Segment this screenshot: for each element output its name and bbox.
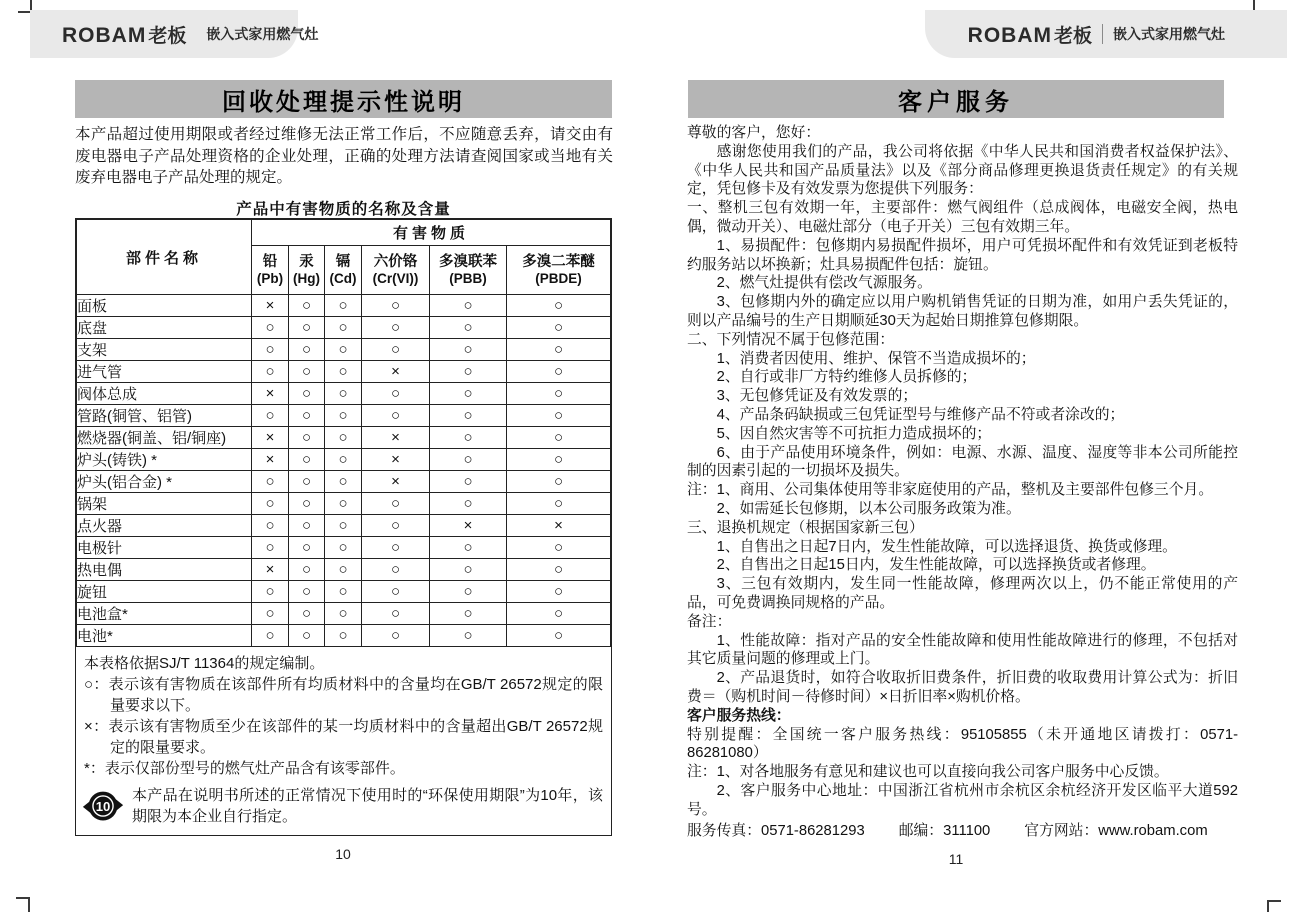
service-paragraph: 1、消费者因使用、维护、保管不当造成损坏的； <box>716 350 1036 367</box>
substance-mark-cell: ○ <box>430 295 507 317</box>
brand-logo-latin: ROBAM <box>62 23 147 47</box>
substance-mark-cell: ○ <box>252 515 289 537</box>
service-paragraph: 注：1、对各地服务有意见和建议也可以直接向我公司客户服务中心反馈。 <box>687 764 1169 781</box>
service-paragraph: 6、由于产品使用环境条件，例如：电源、水源、温度、湿度等非本公司所能控制的因素引起的一切损坏及损失。 <box>687 444 1238 480</box>
substance-mark-cell: ○ <box>362 603 430 625</box>
substance-mark-cell: × <box>252 427 289 449</box>
customer-service-text <box>687 124 1238 841</box>
table-row <box>77 603 611 625</box>
substance-mark-cell: ○ <box>430 625 507 647</box>
hazard-table-container <box>75 218 612 836</box>
substance-mark-cell: ○ <box>430 603 507 625</box>
table-row <box>77 515 611 537</box>
substance-column-header: 多溴联苯 (PBB) <box>430 246 507 295</box>
part-name-cell: 电池盒* <box>77 603 252 625</box>
service-paragraphs <box>687 124 1238 819</box>
substance-mark-cell: ○ <box>430 581 507 603</box>
substance-mark-cell: ○ <box>252 493 289 515</box>
service-paragraph: 客户服务热线： <box>687 707 791 724</box>
substance-mark-cell: ○ <box>362 559 430 581</box>
table-note: 本表格依据SJ/T 11364的规定编制。 <box>84 655 325 672</box>
brand-tagline: 嵌入式家用燃气灶 <box>1113 26 1225 42</box>
substance-column-header: 铅 (Pb) <box>252 246 289 295</box>
service-paragraph: 二、下列情况不属于包修范围： <box>687 331 895 348</box>
substance-mark-cell: ○ <box>289 405 325 427</box>
page-number-left: 10 <box>335 846 351 862</box>
service-paragraph: 1、自售出之日起7日内，发生性能故障，可以选择退货、换货或修理。 <box>716 538 1177 555</box>
substance-mark-cell: ○ <box>289 581 325 603</box>
substance-mark-cell: ○ <box>289 603 325 625</box>
substance-mark-cell: × <box>252 449 289 471</box>
table-row <box>77 295 611 317</box>
substance-column-header: 汞 (Hg) <box>289 246 325 295</box>
substance-mark-cell: ○ <box>289 295 325 317</box>
table-row <box>77 493 611 515</box>
substance-mark-cell: ○ <box>430 339 507 361</box>
crop-mark-bottom-left <box>16 897 30 912</box>
part-name-cell: 支架 <box>77 339 252 361</box>
substance-mark-cell: × <box>252 295 289 317</box>
substance-mark-cell: ○ <box>252 317 289 339</box>
part-name-cell: 管路(铜管、铝管) <box>77 405 252 427</box>
substance-mark-cell: ○ <box>325 581 362 603</box>
substance-mark-cell: ○ <box>325 515 362 537</box>
substance-mark-cell: ○ <box>325 339 362 361</box>
substance-mark-cell: ○ <box>507 581 611 603</box>
substance-mark-cell: ○ <box>430 361 507 383</box>
substance-mark-cell: ○ <box>430 427 507 449</box>
substance-mark-cell: ○ <box>325 603 362 625</box>
part-name-cell: 燃烧器(铜盖、铝/铜座) <box>77 427 252 449</box>
website-label: 官方网站： <box>1024 823 1099 840</box>
hazard-substances-table <box>76 219 611 647</box>
substance-mark-cell: × <box>362 427 430 449</box>
part-name-cell: 底盘 <box>77 317 252 339</box>
service-paragraph: 3、无包修凭证及有效发票的； <box>716 388 918 405</box>
substance-mark-cell: ○ <box>289 471 325 493</box>
substance-mark-cell: ○ <box>362 383 430 405</box>
table-row <box>77 625 611 647</box>
efup-10-icon <box>82 788 124 824</box>
service-paragraph: 2、产品退货时，如符合收取折旧费条件，折旧费的收取费用计算公式为：折旧费＝（购机时间－待修时间）×日折旧率×购机价格。 <box>687 670 1238 705</box>
service-paragraph: 3、三包有效期内，发生同一性能故障，修理两次以上，仍不能正常使用的产品，可免费调换同规格的产品。 <box>687 576 1238 611</box>
service-paragraph: 尊敬的客户，您好： <box>687 125 821 141</box>
table-row <box>77 427 611 449</box>
table-note: ×：表示该有害物质至少在该部件的某一均质材料中的含量超出GB/T 26572规定的限量要求。 <box>84 718 603 756</box>
efup-years: 10 <box>95 798 111 814</box>
substance-mark-cell: ○ <box>289 493 325 515</box>
substance-mark-cell: ○ <box>430 559 507 581</box>
substance-mark-cell: ○ <box>325 361 362 383</box>
substance-mark-cell: ○ <box>289 449 325 471</box>
part-name-cell: 旋钮 <box>77 581 252 603</box>
part-name-cell: 炉头(铸铁) * <box>77 449 252 471</box>
substance-mark-cell: ○ <box>252 361 289 383</box>
substance-mark-cell: ○ <box>362 295 430 317</box>
part-name-cell: 电池* <box>77 625 252 647</box>
part-name-cell: 炉头(铝合金) * <box>77 471 252 493</box>
substance-mark-cell: ○ <box>507 559 611 581</box>
substance-mark-cell: × <box>362 361 430 383</box>
substance-column-header: 镉 (Cd) <box>325 246 362 295</box>
substance-mark-cell: ○ <box>362 317 430 339</box>
substance-mark-cell: ○ <box>289 383 325 405</box>
substance-mark-cell: ○ <box>430 405 507 427</box>
substance-mark-cell: ○ <box>362 405 430 427</box>
substance-mark-cell: ○ <box>507 295 611 317</box>
substance-mark-cell: ○ <box>507 449 611 471</box>
service-paragraph: 1、性能故障：指对产品的安全性能故障和使用性能故障进行的修理，不包括对其它质量问题的修理或上门。 <box>687 632 1238 668</box>
substance-mark-cell: ○ <box>325 383 362 405</box>
substance-mark-cell: ○ <box>289 427 325 449</box>
table-row <box>77 559 611 581</box>
table-row <box>77 537 611 559</box>
substance-mark-cell: ○ <box>507 471 611 493</box>
substance-mark-cell: ○ <box>430 317 507 339</box>
brand-logo-latin: ROBAM <box>967 23 1052 47</box>
substance-mark-cell: ○ <box>325 449 362 471</box>
substance-mark-cell: ○ <box>289 317 325 339</box>
substance-mark-cell: ○ <box>252 625 289 647</box>
substance-mark-cell: ○ <box>325 317 362 339</box>
table-row <box>77 383 611 405</box>
part-name-cell: 面板 <box>77 295 252 317</box>
substance-mark-cell: ○ <box>362 339 430 361</box>
substance-mark-cell: ○ <box>325 295 362 317</box>
substance-mark-cell: ○ <box>252 339 289 361</box>
substance-mark-cell: ○ <box>507 361 611 383</box>
service-paragraph: 3、包修期内外的确定应以用户购机销售凭证的日期为准，如用户丢失凭证的，则以产品编号的生产日期顺延30天为起始日期推算包修期限。 <box>687 294 1238 329</box>
zip-label: 邮编： <box>898 823 944 840</box>
crop-mark-bottom-right <box>1267 900 1281 912</box>
service-paragraph: 注：1、商用、公司集体使用等非家庭使用的产品，整机及主要部件包修三个月。 <box>687 482 1214 499</box>
part-name-header: 部件名称 <box>77 220 252 295</box>
substance-mark-cell: ○ <box>362 625 430 647</box>
part-name-cell: 电极针 <box>77 537 252 559</box>
substance-mark-cell: ○ <box>289 361 325 383</box>
substance-mark-cell: ○ <box>325 493 362 515</box>
substance-mark-cell: ○ <box>362 493 430 515</box>
zip-code: 311100 <box>943 823 991 840</box>
fax-label: 服务传真： <box>687 823 761 840</box>
brand-header-left <box>30 10 319 58</box>
substance-mark-cell: ○ <box>507 427 611 449</box>
substance-mark-cell: ○ <box>507 383 611 405</box>
service-paragraph: 5、因自然灾害等不可抗拒力造成损坏的； <box>716 425 992 442</box>
substance-mark-cell: ○ <box>289 625 325 647</box>
substance-mark-cell: × <box>252 383 289 405</box>
substance-mark-cell: × <box>430 515 507 537</box>
service-footer-line <box>687 822 1238 841</box>
substance-mark-cell: ○ <box>325 559 362 581</box>
substance-mark-cell: ○ <box>507 317 611 339</box>
substance-mark-cell: ○ <box>289 515 325 537</box>
service-paragraph: 4、产品条码缺损或三包凭证型号与维修产品不符或者涂改的； <box>716 406 1125 423</box>
substance-mark-cell: ○ <box>289 339 325 361</box>
table-notes <box>76 647 611 781</box>
brand-divider <box>1102 24 1103 44</box>
service-paragraph: 2、客户服务中心地址：中国浙江省杭州市余杭区余杭经济开发区临平大道592号。 <box>687 782 1238 818</box>
hazard-table-body <box>77 295 611 647</box>
part-name-cell: 进气管 <box>77 361 252 383</box>
service-paragraph: 三、退换机规定（根据国家新三包） <box>687 519 924 536</box>
service-paragraph: 2、如需延长包修期，以本公司服务政策为准。 <box>716 500 1021 517</box>
substance-mark-cell: ○ <box>430 383 507 405</box>
website-url: www.robam.com <box>1098 823 1208 840</box>
substance-mark-cell: ○ <box>362 515 430 537</box>
fax-number: 0571-86281293 <box>761 823 865 840</box>
service-paragraph: 1、易损配件：包修期内易损配件损坏，用户可凭损坏配件和有效凭证到老板特约服务站以坏换新；灶具易损配件包括：旋钮。 <box>687 237 1238 273</box>
brand-logo <box>62 21 186 48</box>
table-row <box>77 317 611 339</box>
substance-mark-cell: × <box>507 515 611 537</box>
service-paragraph: 2、自售出之日起15日内，发生性能故障，可以选择换货或者修理。 <box>716 557 1156 574</box>
substance-mark-cell: ○ <box>252 405 289 427</box>
substance-mark-cell: ○ <box>507 339 611 361</box>
substance-mark-cell: ○ <box>507 603 611 625</box>
service-paragraph: 备注： <box>687 613 732 630</box>
substance-mark-cell: ○ <box>325 427 362 449</box>
service-paragraph: 特别提醒：全国统一客户服务热线：95105855（未开通地区请拨打：0571-86281080） <box>687 726 1238 762</box>
substance-mark-cell: ○ <box>507 537 611 559</box>
substance-column-header: 六价铬 (Cr(VI)) <box>362 246 430 295</box>
substance-mark-cell: ○ <box>430 471 507 493</box>
substance-mark-cell: ○ <box>325 405 362 427</box>
table-row <box>77 581 611 603</box>
substance-mark-cell: ○ <box>507 405 611 427</box>
substance-mark-cell: ○ <box>430 493 507 515</box>
substance-mark-cell: ○ <box>325 471 362 493</box>
brand-logo <box>968 21 1092 48</box>
part-name-cell: 锅架 <box>77 493 252 515</box>
brand-header-right <box>925 10 1287 58</box>
hazard-table-caption: 产品中有害物质的名称及含量 <box>236 201 451 218</box>
right-page-title: 客户服务 <box>688 80 1224 118</box>
service-paragraph: 2、自行或非厂方特约维修人员拆修的； <box>716 369 977 386</box>
brand-tagline: 嵌入式家用燃气灶 <box>206 26 319 42</box>
substance-mark-cell: ○ <box>507 493 611 515</box>
table-row <box>77 361 611 383</box>
substance-mark-cell: × <box>362 449 430 471</box>
efup-note <box>76 781 611 835</box>
substance-column-header: 多溴二苯醚 (PBDE) <box>507 246 611 295</box>
hazard-group-header: 有害物质 <box>252 220 611 246</box>
substance-mark-cell: ○ <box>362 537 430 559</box>
service-paragraph: 一、整机三包有效期一年，主要部件：燃气阀组件（总成阀体，电磁安全阀，热电偶，微动开关）、电磁灶部分（电子开关）三包有效期三年。 <box>687 200 1238 235</box>
substance-mark-cell: ○ <box>430 537 507 559</box>
substance-mark-cell: ○ <box>252 581 289 603</box>
table-row <box>77 339 611 361</box>
service-paragraph: 感谢您使用我们的产品，我公司将依据《中华人民共和国消费者权益保护法》、《中华人民共和国产品质量法》以及《部分商品修理更换退货责任规定》的有关规定，凭包修卡及有效发票为您提供下列服务： <box>687 143 1238 198</box>
page-number-right: 11 <box>948 851 964 867</box>
substance-mark-cell: ○ <box>362 581 430 603</box>
substance-mark-cell: ○ <box>325 625 362 647</box>
table-note: ○：表示该有害物质在该部件所有均质材料中的含量均在GB/T 26572规定的限量要求以下。 <box>84 676 603 714</box>
recycling-intro-text: 本产品超过使用期限或者经过维修无法正常工作后，不应随意丢弃，请交由有废电器电子产品处理资格的企业处理，正确的处理方法请查阅国家或当地有关废弃电器电子产品处理的规定。 <box>75 126 613 186</box>
table-header-row <box>77 220 611 246</box>
substance-mark-cell: ○ <box>507 625 611 647</box>
table-row <box>77 449 611 471</box>
substance-mark-cell: ○ <box>252 537 289 559</box>
part-name-cell: 热电偶 <box>77 559 252 581</box>
brand-logo-cjk: 老板 <box>1053 25 1092 47</box>
table-row <box>77 471 611 493</box>
part-name-cell: 点火器 <box>77 515 252 537</box>
left-page-title: 回收处理提示性说明 <box>75 80 612 118</box>
substance-mark-cell: × <box>362 471 430 493</box>
substance-mark-cell: ○ <box>252 603 289 625</box>
substance-mark-cell: × <box>252 559 289 581</box>
efup-text: 本产品在说明书所述的正常情况下使用时的“环保使用期限”为10年，该期限为本企业自行指定。 <box>132 787 603 825</box>
substance-mark-cell: ○ <box>289 559 325 581</box>
table-row <box>77 405 611 427</box>
service-paragraph: 2、燃气灶提供有偿改气源服务。 <box>716 275 932 292</box>
brand-logo-cjk: 老板 <box>148 25 187 47</box>
table-note: *：表示仅部份型号的燃气灶产品含有该零部件。 <box>84 760 405 777</box>
part-name-cell: 阀体总成 <box>77 383 252 405</box>
substance-mark-cell: ○ <box>325 537 362 559</box>
substance-mark-cell: ○ <box>430 449 507 471</box>
substance-mark-cell: ○ <box>252 471 289 493</box>
substance-mark-cell: ○ <box>289 537 325 559</box>
